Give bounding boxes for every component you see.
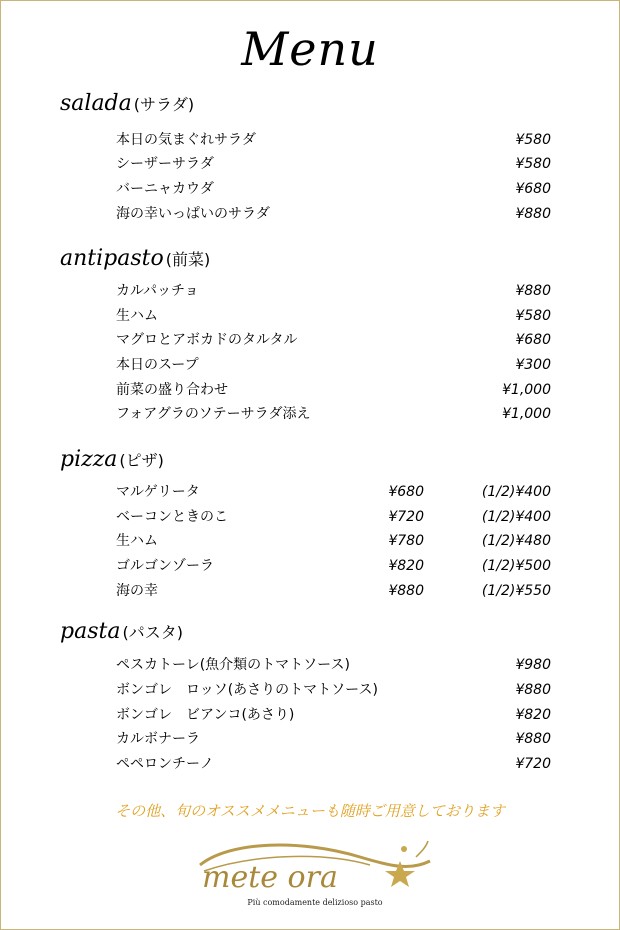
section-title: pizza <box>60 447 118 472</box>
item-price: ¥780 <box>388 533 424 549</box>
item-half-price: (1/2)¥400 <box>481 484 551 500</box>
menu-item <box>0 279 620 303</box>
menu-item <box>0 529 620 553</box>
item-name: ペスカトーレ(魚介類のトマトソース) <box>116 657 350 673</box>
footer-note: その他、旬のオススメメニューも随時ご用意しております <box>115 802 505 820</box>
logo-tagline: Più comodamente delizioso pasto <box>247 898 383 907</box>
menu-item <box>0 378 620 402</box>
item-price: ¥880 <box>515 206 551 222</box>
item-price: ¥680 <box>515 332 551 348</box>
item-price: ¥820 <box>388 558 424 574</box>
menu-item <box>0 152 620 176</box>
item-price: ¥1,000 <box>502 382 551 398</box>
restaurant-logo <box>190 835 440 915</box>
item-price: ¥1,000 <box>502 406 551 422</box>
item-name: ベーコンときのこ <box>116 509 228 525</box>
menu-item <box>0 177 620 201</box>
logo-swoosh-icon <box>190 835 440 897</box>
item-name: ペペロンチーノ <box>116 756 214 772</box>
item-name: 本日の気まぐれサラダ <box>116 132 256 148</box>
menu-title: Menu <box>241 22 379 76</box>
item-price: ¥580 <box>515 156 551 172</box>
item-name: バーニャカウダ <box>116 181 214 197</box>
menu-item <box>0 727 620 751</box>
item-price: ¥980 <box>515 657 551 673</box>
section-title: pasta <box>60 619 121 644</box>
section-title: antipasto <box>60 246 164 271</box>
menu-item <box>0 653 620 677</box>
item-name: 本日のスープ <box>116 357 199 373</box>
menu-item <box>0 579 620 603</box>
item-name: カルパッチョ <box>116 283 199 299</box>
item-name: ゴルゴンゾーラ <box>116 558 214 574</box>
item-half-price: (1/2)¥500 <box>481 558 551 574</box>
menu-item <box>0 304 620 328</box>
section-header-salada <box>60 91 194 116</box>
item-name: ボンゴレ ロッソ(あさりのトマトソース) <box>116 682 378 698</box>
item-name: マグロとアボカドのタルタル <box>116 332 298 348</box>
section-subtitle: (ピザ) <box>119 451 164 470</box>
item-half-price: (1/2)¥400 <box>481 509 551 525</box>
menu-item <box>0 480 620 504</box>
item-name: 生ハム <box>116 533 158 549</box>
item-price: ¥680 <box>515 181 551 197</box>
item-price: ¥720 <box>388 509 424 525</box>
item-price: ¥820 <box>515 707 551 723</box>
section-subtitle: (パスタ) <box>122 623 183 642</box>
item-name: シーザーサラダ <box>116 156 214 172</box>
item-name: カルボナーラ <box>116 731 200 747</box>
item-half-price: (1/2)¥480 <box>481 533 551 549</box>
menu-item <box>0 353 620 377</box>
item-half-price: (1/2)¥550 <box>481 583 551 599</box>
section-header-pasta <box>60 619 183 644</box>
section-header-pizza <box>60 447 164 472</box>
item-price: ¥880 <box>388 583 424 599</box>
menu-item <box>0 505 620 529</box>
item-name: 生ハム <box>116 308 158 324</box>
menu-item <box>0 554 620 578</box>
item-price: ¥880 <box>515 682 551 698</box>
item-price: ¥880 <box>515 731 551 747</box>
logo-wordmark: mete ora <box>202 860 338 895</box>
item-name: マルゲリータ <box>116 484 200 500</box>
menu-item <box>0 752 620 776</box>
item-price: ¥880 <box>515 283 551 299</box>
item-name: 海の幸いっぱいのサラダ <box>116 206 270 222</box>
item-price: ¥720 <box>515 756 551 772</box>
item-name: フォアグラのソテーサラダ添え <box>116 406 311 422</box>
section-subtitle: (サラダ) <box>133 95 195 114</box>
menu-item <box>0 202 620 226</box>
item-price: ¥580 <box>515 308 551 324</box>
item-name: ボンゴレ ビアンコ(あさり) <box>116 707 295 723</box>
section-title: salada <box>60 91 132 116</box>
item-name: 海の幸 <box>116 583 158 599</box>
menu-item <box>0 678 620 702</box>
section-header-antipasto <box>60 246 210 271</box>
menu-item <box>0 128 620 152</box>
item-name: 前菜の盛り合わせ <box>116 382 228 398</box>
item-price: ¥300 <box>515 357 551 373</box>
section-subtitle: (前菜) <box>165 250 211 269</box>
menu-item <box>0 703 620 727</box>
item-price: ¥680 <box>388 484 424 500</box>
menu-item <box>0 328 620 352</box>
item-price: ¥580 <box>515 132 551 148</box>
menu-item <box>0 402 620 426</box>
